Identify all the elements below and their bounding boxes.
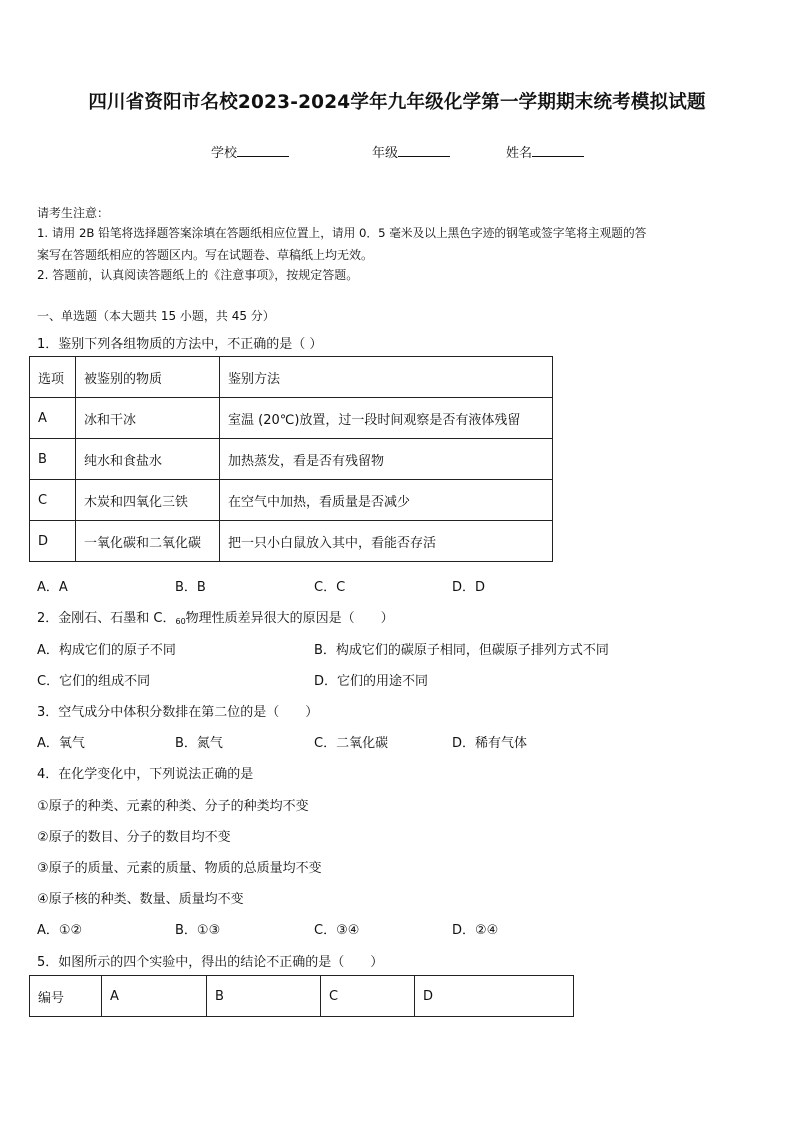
table-row	[30, 439, 553, 480]
q4-stem: 4．在化学变化中，下列说法正确的是	[37, 767, 254, 782]
table-row	[30, 976, 574, 1017]
q1-option-c: C．C	[314, 580, 346, 595]
table-row	[30, 357, 553, 398]
grade-field	[372, 142, 450, 161]
notice-line-1a: 1. 请用 2B 铅笔将选择题答案涂填在答题纸相应位置上，请用 0．5 毫米及以上黑色字迹的钢笔或签字笔将主观题的答	[37, 226, 647, 240]
name-label: 姓名	[506, 146, 533, 161]
q4-option-d: D．②④	[452, 923, 499, 938]
q3-option-b: B．氮气	[175, 736, 223, 751]
table-cell: 冰和干冰	[76, 398, 220, 439]
q5-table	[29, 975, 574, 1017]
q4-item-3: ③原子的质量、元素的质量、物质的总质量均不变	[37, 861, 322, 876]
table-cell: 把一只小白鼠放入其中，看能否存活	[220, 521, 553, 562]
q1-stem: 1．鉴别下列各组物质的方法中，不正确的是（ ）	[37, 337, 323, 352]
q2-stem	[37, 607, 394, 626]
q3-stem: 3．空气成分中体积分数排在第二位的是（ ）	[37, 705, 319, 720]
table-row	[30, 480, 553, 521]
q4-option-a: A．①②	[37, 923, 83, 938]
notice-line-1b: 案写在答题纸相应的答题区内。写在试题卷、草稿纸上均无效。	[37, 248, 374, 262]
table-cell: A	[102, 976, 207, 1017]
table-cell: 木炭和四氧化三铁	[76, 480, 220, 521]
table-cell: C	[321, 976, 415, 1017]
q1-option-b: B．B	[175, 580, 206, 595]
table-cell: 加热蒸发，看是否有残留物	[220, 439, 553, 480]
q2-option-a: A．构成它们的原子不同	[37, 643, 176, 658]
table-cell: D	[30, 521, 76, 562]
table-cell: A	[30, 398, 76, 439]
q1-table	[29, 356, 553, 562]
q2-option-c: C．它们的组成不同	[37, 674, 151, 689]
q1-option-d: D．D	[452, 580, 486, 595]
q4-option-c: C．③④	[314, 923, 360, 938]
grade-label: 年级	[372, 146, 399, 161]
school-blank	[237, 143, 289, 157]
q3-option-a: A．氧气	[37, 736, 85, 751]
page-title: 四川省资阳市名校2023-2024学年九年级化学第一学期期末统考模拟试题	[88, 92, 706, 113]
q2-stem-part-a: 2．金刚石、石墨和 C．	[37, 611, 176, 626]
section-heading: 一、单选题（本大题共 15 小题，共 45 分）	[37, 309, 275, 323]
q2-stem-subscript: 60	[175, 617, 186, 626]
q3-option-d: D．稀有气体	[452, 736, 528, 751]
table-cell: D	[415, 976, 574, 1017]
q4-item-4: ④原子核的种类、数量、质量均不变	[37, 892, 244, 907]
table-header-cell: 选项	[30, 357, 76, 398]
name-field	[506, 142, 584, 161]
q4-option-b: B．①③	[175, 923, 221, 938]
q2-option-b: B．构成它们的碳原子相同，但碳原子排列方式不同	[314, 643, 609, 658]
school-label: 学校	[211, 146, 238, 161]
table-cell: 纯水和食盐水	[76, 439, 220, 480]
notice-line-2: 2. 答题前，认真阅读答题纸上的《注意事项》，按规定答题。	[37, 268, 359, 282]
table-row	[30, 521, 553, 562]
table-header-cell: 被鉴别的物质	[76, 357, 220, 398]
q5-stem: 5．如图所示的四个实验中，得出的结论不正确的是（ ）	[37, 955, 384, 970]
table-cell: B	[30, 439, 76, 480]
q3-option-c: C．二氧化碳	[314, 736, 389, 751]
table-cell: 室温 (20℃)放置，过一段时间观察是否有液体残留	[220, 398, 553, 439]
table-cell: B	[207, 976, 321, 1017]
q2-stem-part-b: 物理性质差异很大的原因是（ ）	[185, 611, 394, 626]
q2-option-d: D．它们的用途不同	[314, 674, 429, 689]
table-cell: 在空气中加热，看质量是否减少	[220, 480, 553, 521]
table-cell: 一氧化碳和二氧化碳	[76, 521, 220, 562]
grade-blank	[398, 143, 450, 157]
q1-option-a: A．A	[37, 580, 68, 595]
school-field	[211, 142, 289, 161]
q4-item-2: ②原子的数目、分子的数目均不变	[37, 830, 231, 845]
table-row	[30, 398, 553, 439]
table-header-cell: 编号	[30, 976, 102, 1017]
name-blank	[532, 143, 584, 157]
table-cell: C	[30, 480, 76, 521]
notice-heading: 请考生注意：	[37, 206, 110, 220]
q4-item-1: ①原子的种类、元素的种类、分子的种类均不变	[37, 799, 309, 814]
table-header-cell: 鉴别方法	[220, 357, 553, 398]
